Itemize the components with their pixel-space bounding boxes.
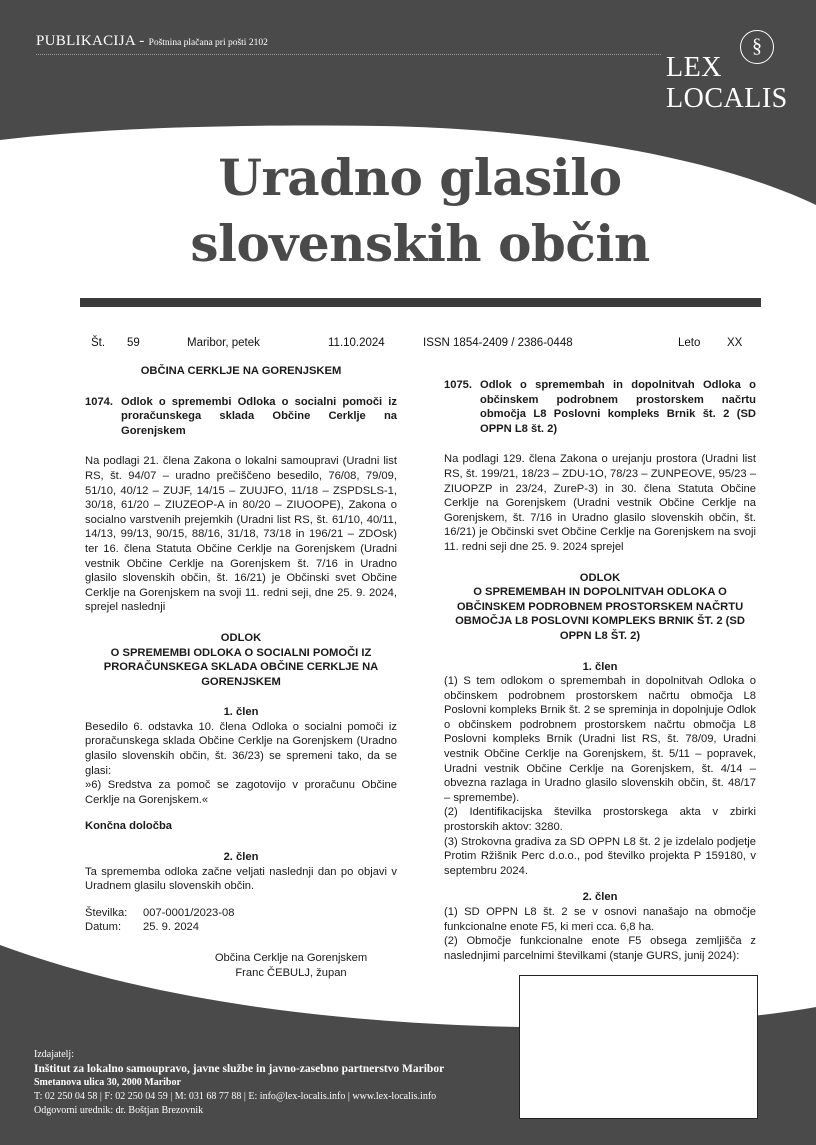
article-preamble: Na podlagi 21. člena Zakona o lokalni samoupravi (Uradni list RS, št. 94/07 – uradno prečiščeno besedilo, 76/08, 79/09, 51/10, 40/12 – ZUJF, 14/15 – ZUUJFO, 11/18 – ZSPDSLS-1, 30/18, 61/20 – ZIUZEOP-A in 80/20 – ZIUOOPE), Zakona o socialno varstvenih prejemkih (Uradni list RS, št. 61/10, 40/11, 14/13, 99/13, 90/15, 88/16, 31/18, 73/18 in 196/21 – ZDOsk) ter 16. člena Statuta Občine Cerklje na Gorenjskem (Uradni vestnik Občine Cerklje na Gorenjskem št. 7/16 in Uradno glasilo slovenskih občin, št. 16/21) je Občinski svet Občine Cerklje na Gorenjskem na svoji 11. redni seji, dne 25. 9. 2024, sprejel naslednji <box>85 455 397 614</box>
issue-number: 59 <box>127 337 140 349</box>
article-2-paragraph-2: (2) Območje funkcionalne enote F5 obsega zemljišča z naslednjimi parcelnimi številkami (stanje GURS, junij 2024): <box>444 935 756 962</box>
municipality-heading: OBČINA CERKLJE NA GORENJSKEM <box>140 365 342 377</box>
article-1-paragraph-1: (1) S tem odlokom o spremembah in dopolnitvah Odloka o občinskem podrobnem prostorskem načrtu območja L8 Poslovni kompleks Brnik št. 2 se spreminja in dopolnjuje Odlok o občinskem podrobnem prostorskem načrtu območja L8 Poslovni kompleks Brnik (Uradni list RS, št. 78/09, Uradni vestnik Občine Cerklje na Gorenjskem, št. 5/11 – popravek, Uradni vestnik Občine Cerklje na Gorenjskem, št. 4/14 – obvezna razlaga in Uradno glasilo slovenskih občin, št. 48/17 – spremembe). <box>444 675 756 804</box>
signature-municipality: Občina Cerklje na Gorenjskem <box>214 952 368 964</box>
article-2-heading: 2. člen <box>582 891 618 904</box>
article-1-quote: »6) Sredstva za pomoč se zagotovijo v proračunu Občine Cerklje na Gorenjskem.« <box>85 779 397 806</box>
article-1-text: Besedilo 6. odstavka 10. člena Odloka o socialni pomoči iz proračunskega sklada Občine Cerklje na Gorenjskem (Uradno glasilo slovenskih občin, št. 36/23) se spremeni tako, da se glasi: <box>85 720 397 777</box>
article-number: 1074. <box>85 395 113 408</box>
title-line-2: slovenskih občin <box>190 214 650 273</box>
empty-white-box <box>519 975 758 1119</box>
article-2-paragraph-1: (1) SD OPPN L8 št. 2 se v osnovi nanašajo na območje funkcionalne enote F5, ki meri cca. 6,8 ha. <box>444 906 756 933</box>
decree-title: ODLOK <box>579 571 621 584</box>
logo-line-1: LEX <box>666 52 722 83</box>
issue-date: 11.10.2024 <box>328 337 385 349</box>
article-1-heading: 1. člen <box>223 706 259 719</box>
issue-year-label: Leto <box>678 337 701 349</box>
responsible-editor: Odgovorni urednik: dr. Boštjan Brezovnik <box>34 1105 204 1116</box>
article-2-text: Ta sprememba odloka začne veljati naslednji dan po objavi v Uradnem glasilu slovenskih občin. <box>85 865 397 893</box>
issue-issn: ISSN 1854-2409 / 2386-0448 <box>423 337 573 349</box>
logo-text <box>666 52 788 114</box>
reference-number-row <box>85 906 397 921</box>
article-preamble: Na podlagi 129. člena Zakona o urejanju prostora (Uradni list RS, št. 199/21, 18/23 – ZDU-1O, 78/23 – ZUNPEOVE, 95/23 – ZIUOPZP in 23/24, ZureP-3) in 30. člena Statuta Občine Cerklje na Gorenjskem (Uradni vestnik Občine Cerklje na Gorenjskem, št. 7/16 in Uradno glasilo slovenskih občin, št. 16/21) je Občinski svet Občine Cerklje na Gorenjskem na svoji 11. redni seji dne 25. 9. 2024 sprejel <box>444 453 756 553</box>
article-1074-heading <box>85 395 397 439</box>
article-title: Odlok o spremembi Odloka o socialni pomoči iz proračunskega sklada Občine Cerklje na Gorenjskem <box>121 395 397 437</box>
lex-localis-logo <box>664 28 794 120</box>
article-1-heading: 1. člen <box>582 660 618 673</box>
decree-title: ODLOK <box>220 631 262 644</box>
postage-note: Poštnina plačana pri pošti 2102 <box>148 38 268 48</box>
publisher-label: Izdajatelj: <box>34 1049 74 1060</box>
signature-mayor: Franc ČEBULJ, župan <box>235 966 347 979</box>
publisher-block <box>34 1048 444 1118</box>
reference-value: 007-0001/2023-08 <box>143 906 235 919</box>
page-title <box>80 145 760 277</box>
title-rule <box>80 298 761 307</box>
article-2-heading: 2. člen <box>223 851 259 864</box>
publisher-address: Smetanova ulica 30, 2000 Maribor <box>34 1077 181 1088</box>
right-column <box>444 378 756 963</box>
decree-subtitle: O SPREMEMBI ODLOKA O SOCIALNI POMOČI IZ PRORAČUNSKEGA SKLADA OBČINE CERKLJE NA GORENJSKEM <box>103 646 379 688</box>
article-1-paragraph-3: (3) Strokovna gradiva za SD OPPN L8 št. 2 je izdelalo podjetje Protim Ržišnik Perc d.o.o., pod številko projekta P 159180, v septembru 2024. <box>444 835 756 877</box>
date-label: Datum: <box>85 921 122 934</box>
date-value: 25. 9. 2024 <box>143 921 199 934</box>
decree-subtitle: O SPREMEMBAH IN DOPOLNITVAH ODLOKA O OBČINSKEM PODROBNEM PROSTORSKEM NAČRTU OBMOČJA L8 POSLOVNI KOMPLEKS BRNIK ŠT. 2 (SD OPPN L8 ŠT. 2) <box>455 586 745 642</box>
issue-place-day: Maribor, petek <box>187 337 260 349</box>
date-row <box>85 920 397 935</box>
left-column <box>85 364 397 980</box>
article-number: 1075. <box>444 379 472 391</box>
reference-label: Številka: <box>85 906 128 919</box>
logo-line-2: LOCALIS <box>666 83 788 114</box>
article-1-paragraph-2: (2) Identifikacijska številka prostorskega akta v zbirki prostorskih aktov: 3280. <box>444 806 756 834</box>
article-title: Odlok o spremembah in dopolnitvah Odloka o občinskem podrobnem prostorskem načrtu območja L8 Poslovni kompleks Brnik št. 2 (SD OPPN L8 št. 2) <box>480 379 756 435</box>
article-1075-heading <box>444 378 756 436</box>
publisher-contacts: T: 02 250 04 58 | F: 02 250 04 59 | M: 031 68 77 88 | E: info@lex-localis.info | www.lex-localis.info <box>34 1091 437 1102</box>
issue-number-label: Št. <box>91 337 106 349</box>
publisher-name: Inštitut za lokalno samoupravo, javne službe in javno-zasebno partnerstvo Maribor <box>34 1063 445 1075</box>
final-provision-heading: Končna določba <box>85 820 173 833</box>
header-divider <box>36 54 661 55</box>
paragraph-seal-icon: § <box>740 30 774 64</box>
title-line-1: Uradno glasilo <box>218 148 622 207</box>
publication-label: PUBLIKACIJA - <box>36 33 145 49</box>
publication-line <box>36 33 268 50</box>
issue-year: XX <box>727 337 743 349</box>
